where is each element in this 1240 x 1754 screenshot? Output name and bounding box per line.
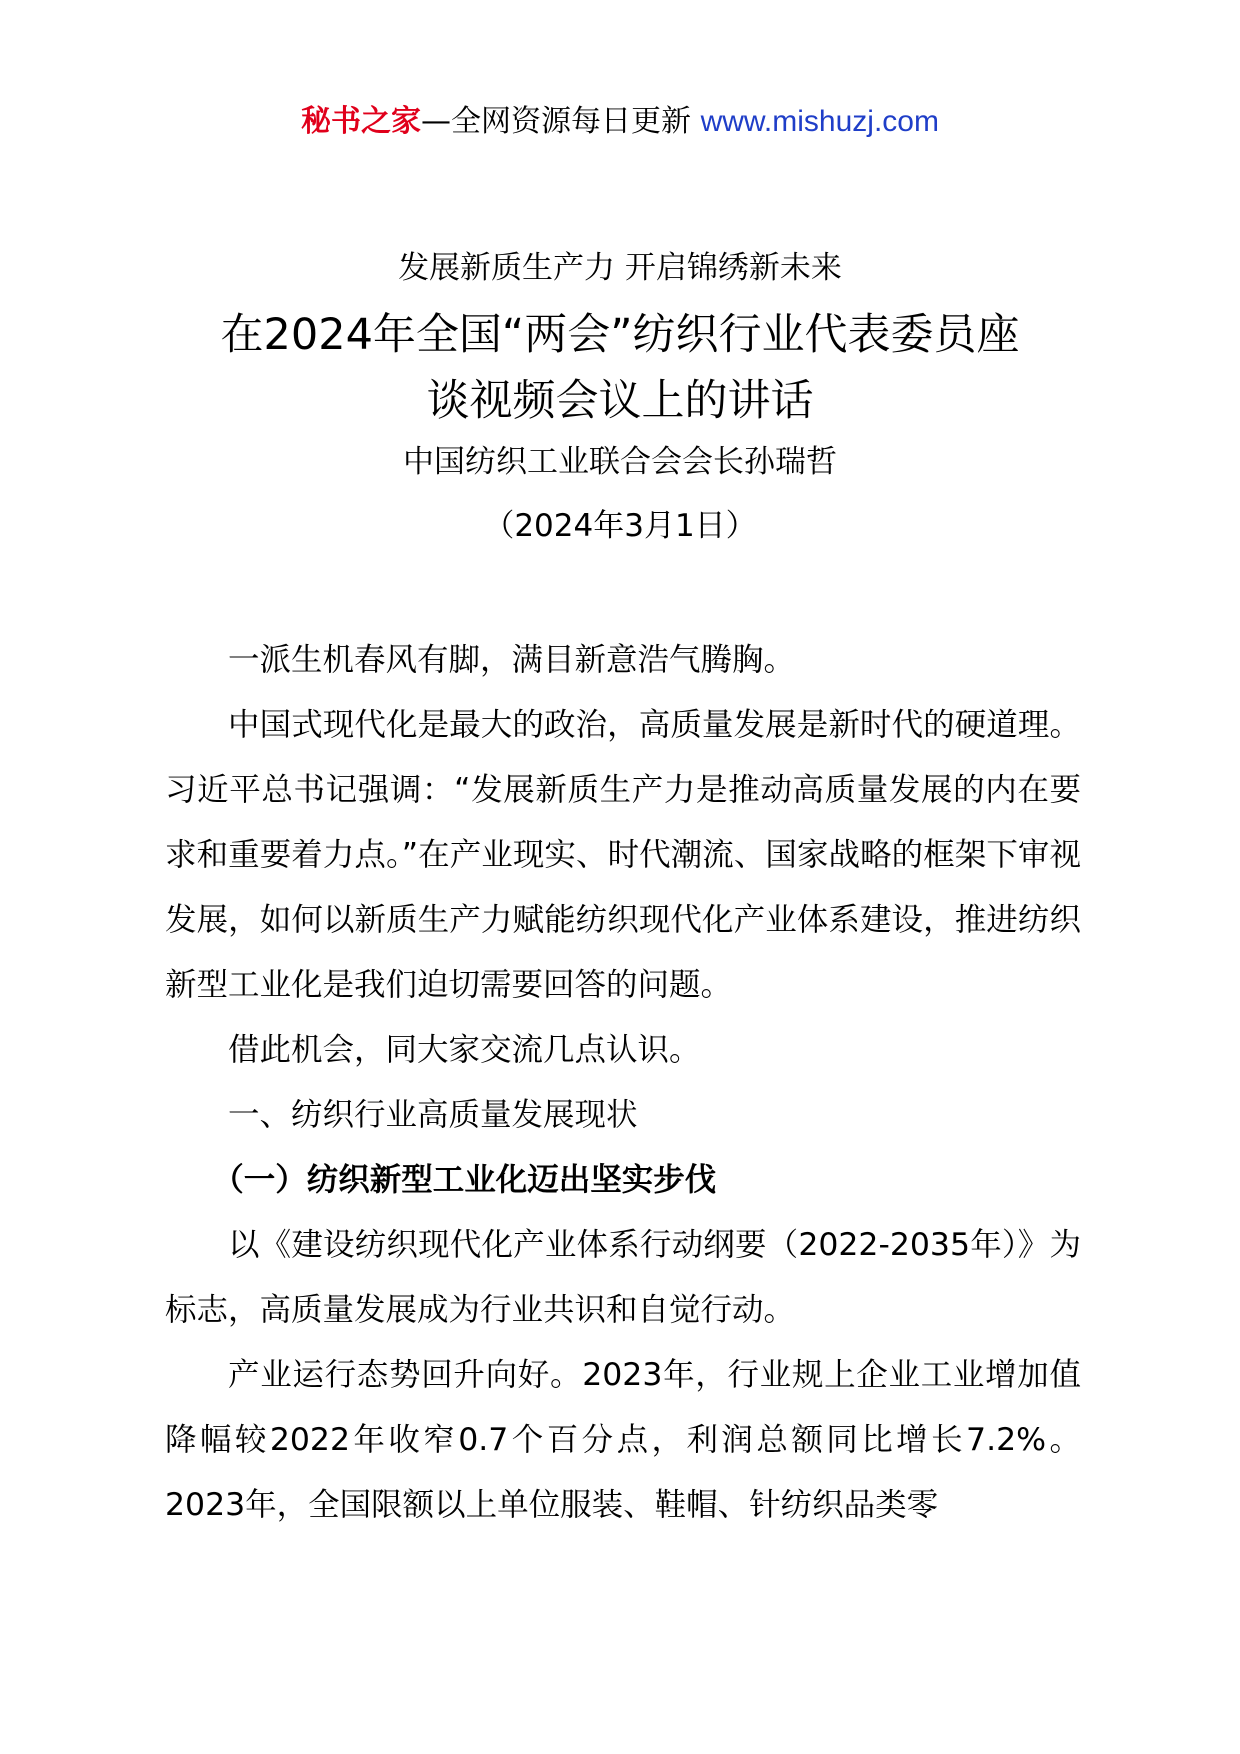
- document-date: （2024年3月1日）: [483, 508, 757, 544]
- site-header: [0, 102, 1240, 142]
- document-title-line-1: 在2024年全国“两会”纺织行业代表委员座: [220, 310, 1020, 360]
- document-subtitle: 发展新质生产力 开启锦绣新未来: [398, 250, 842, 286]
- paragraph-intro: 中国式现代化是最大的政治，高质量发展是新时代的硬道理。习近平总书记强调：“发展新质生产力是推动高质量发展的内在要求和重要着力点。”在产业现实、时代潮流、国家战略的框架下审视发展，如何以新质生产力赋能纺织现代化产业体系建设，推进纺织新型工业化是我们迫切需要回答的问题。: [165, 707, 1081, 1003]
- document-body: [165, 628, 1081, 1538]
- paragraph-action-plan: 以《建设纺织现代化产业体系行动纲要（2022-2035年）》为标志，高质量发展成为行业共识和自觉行动。: [165, 1227, 1081, 1328]
- document-author: 中国纺织工业联合会会长孙瑞哲: [403, 444, 837, 480]
- site-brand: 秘书之家: [301, 104, 422, 139]
- document-title-line-2: 谈视频会议上的讲话: [426, 376, 814, 426]
- site-url-link[interactable]: www.mishuzj.com: [700, 105, 939, 138]
- paragraph-opening: 一派生机春风有脚，满目新意浩气腾胸。: [228, 642, 796, 678]
- section-heading-1: 一、纺织行业高质量发展现状: [228, 1097, 638, 1133]
- site-tagline: —全网资源每日更新: [421, 104, 692, 139]
- subsection-heading-1: （一）纺织新型工业化迈出坚实步伐: [212, 1162, 717, 1198]
- paragraph-transition: 借此机会，同大家交流几点认识。: [228, 1032, 701, 1068]
- paragraph-industry-operation: 产业运行态势回升向好。2023年，行业规上企业工业增加值降幅较2022年收窄0.7个百分点，利润总额同比增长7.2%。2023年，全国限额以上单位服装、鞋帽、针纺织品类零: [165, 1357, 1081, 1523]
